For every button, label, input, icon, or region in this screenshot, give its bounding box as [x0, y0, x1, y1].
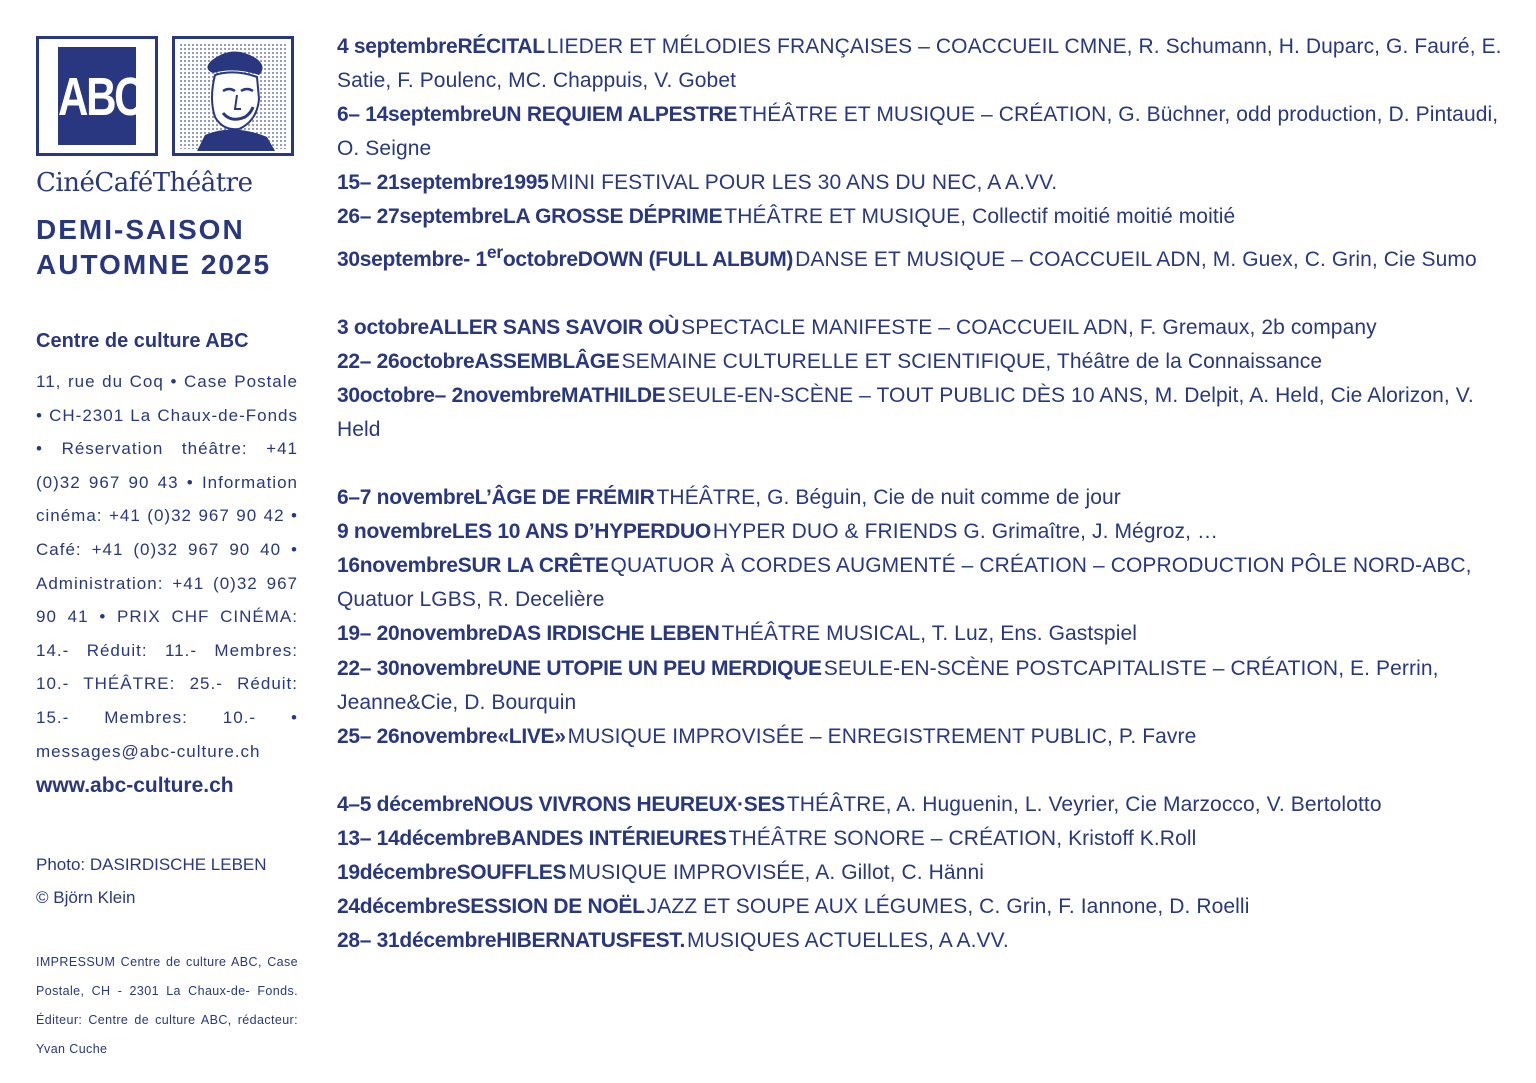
season-title [36, 212, 306, 282]
season-line-2: AUTOMNE 2025 [36, 249, 272, 280]
event-details: MUSIQUES ACTUELLES, A A.VV. [687, 929, 1009, 953]
event-date [337, 241, 578, 271]
event-details: SEMAINE CULTURELLE ET SCIENTIFIQUE, Théâtre de la Connaissance [621, 349, 1323, 373]
event-date: 4 septembre [337, 35, 458, 58]
event-title: MATHILDE [560, 383, 666, 407]
event-item [337, 200, 1512, 234]
event-date: 24décembre [337, 895, 457, 919]
event-title: BANDES INTÉRIEURES [496, 826, 727, 850]
event-details: THÉÂTRE ET MUSIQUE, Collectif moitié moitié moitié [724, 205, 1236, 229]
season-line-1: DEMI-SAISON [36, 214, 245, 245]
event-date: 4–5 décembre [337, 792, 474, 816]
month-divider [337, 447, 1512, 481]
event-details: THÉÂTRE, A. Huguenin, L. Veyrier, Cie Marzocco, V. Bertolotto [786, 792, 1382, 816]
event-details: MUSIQUE IMPROVISÉE, A. Gillot, C. Hänni [568, 860, 985, 884]
event-title: ASSEMBLÂGE [474, 349, 620, 373]
event-title: L’ÂGE DE FRÉMIR [474, 486, 655, 510]
event-title: NOUS VIVRONS HEUREUX·SES [473, 792, 785, 816]
event-title: UN REQUIEM ALPESTRE [491, 103, 738, 127]
event-date: 9 novembre [337, 520, 452, 544]
event-item [337, 549, 1512, 617]
event-title: UNE UTOPIE UN PEU MERDIQUE [497, 656, 822, 680]
event-title: 1995 [502, 171, 549, 195]
event-details: MINI FESTIVAL POUR LES 30 ANS DU NEC, A A.VV. [550, 171, 1058, 195]
event-item [337, 720, 1512, 754]
contact-info: 11, rue du Coq • Case Postale • CH-2301 La Chaux-de-Fonds • Réservation théâtre: +41 (0)32 967 90 43 • Information cinéma: +41 (0)32 967 90 42 • Café: +41 (0)32 967 90 40 • Administration: +41 (0)32 967 90 41 • PRIX CHF CINÉMA: 14.- Réduit: 11.- Membres: 10.- THÉÂTRE: 25.- Réduit: 15.- Membres: 10.- • messages@abc-culture.ch [36, 372, 298, 761]
event-date-ordinal: er [486, 241, 503, 262]
event-item [337, 379, 1512, 447]
event-details: THÉÂTRE ET MUSIQUE – CRÉATION, G. Büchner, odd production, D. Pintaudi, O. Seigne [337, 103, 1499, 161]
event-item [337, 617, 1512, 651]
event-details: SEULE-EN-SCÈNE – TOUT PUBLIC DÈS 10 ANS, M. Delpit, A. Held, Cie Alorizon, V. Held [337, 383, 1474, 441]
event-date: 19décembre [337, 860, 457, 884]
event-date: 22– 26octobre [337, 349, 475, 373]
event-item [337, 311, 1512, 345]
event-title: HIBERNATUSFEST. [496, 929, 686, 953]
event-details: QUATUOR À CORDES AUGMENTÉ – CRÉATION – COPRODUCTION PÔLE NORD-ABC, Quatuor LGBS, R. Decelière [337, 554, 1472, 612]
event-date: 15– 21septembre [337, 171, 503, 195]
event-details: MUSIQUE IMPROVISÉE – ENREGISTREMENT PUBLIC, P. Favre [567, 724, 1197, 748]
photo-copyright: © Björn Klein [36, 888, 136, 907]
event-item [337, 924, 1512, 958]
event-date: 16novembre [337, 554, 458, 578]
event-details: HYPER DUO & FRIENDS G. Grimaître, J. Mégroz, … [712, 520, 1219, 544]
event-details: LIEDER ET MÉLODIES FRANÇAISES – COACCUEIL CMNE, R. Schumann, H. Duparc, G. Fauré, E. Satie, F. Poulenc, MC. Chappuis, V. Gobet [337, 35, 1502, 93]
event-date: 3 octobre [337, 315, 429, 339]
month-divider [337, 754, 1512, 788]
event-title: LES 10 ANS D’HYPERDUO [451, 520, 711, 544]
event-item [337, 788, 1512, 822]
event-details: THÉÂTRE MUSICAL, T. Luz, Ens. Gastspiel [721, 622, 1138, 646]
portrait-logo-icon [172, 36, 294, 156]
event-title: DAS IRDISCHE LEBEN [497, 622, 720, 646]
event-item [337, 890, 1512, 924]
event-title: «LIVE» [497, 724, 566, 748]
event-date: 6–7 novembre [337, 486, 475, 510]
event-title: SESSION DE NOËL [456, 895, 645, 919]
event-date: 25– 26novembre [337, 724, 498, 748]
photo-caption: Photo: DASIRDISCHE LEBEN [36, 855, 267, 874]
event-item [337, 652, 1512, 720]
event-list [337, 30, 1512, 958]
event-title: SUR LA CRÊTE [457, 554, 609, 578]
event-details: DANSE ET MUSIQUE – COACCUEIL ADN, M. Guex, C. Grin, Cie Sumo [795, 247, 1477, 271]
logo-row [36, 36, 296, 160]
event-item [337, 822, 1512, 856]
event-item [337, 98, 1512, 166]
event-details: SPECTACLE MANIFESTE – COACCUEIL ADN, F. Gremaux, 2b company [681, 315, 1377, 339]
event-date: 30octobre– 2novembre [337, 383, 561, 407]
event-date: 26– 27septembre [337, 205, 503, 229]
website-link[interactable]: www.abc-culture.ch [36, 774, 234, 797]
event-date-start: 30septembre- 1 [337, 247, 487, 271]
event-item [337, 515, 1512, 549]
event-title: DOWN (FULL ALBUM) [577, 247, 794, 271]
event-item [337, 235, 1512, 277]
event-title: ALLER SANS SAVOIR OÙ [428, 315, 680, 339]
event-title: RÉCITAL [457, 35, 545, 58]
event-title: SOUFFLES [456, 860, 567, 884]
month-divider [337, 277, 1512, 311]
event-details: JAZZ ET SOUPE AUX LÉGUMES, C. Grin, F. Iannone, D. Roelli [646, 895, 1250, 919]
abc-logo [36, 36, 158, 156]
event-date: 19– 20novembre [337, 622, 498, 646]
abc-logo-text: ABC [58, 47, 136, 145]
event-details: THÉÂTRE, G. Béguin, Cie de nuit comme de jour [656, 486, 1121, 510]
event-item [337, 345, 1512, 379]
impressum: IMPRESSUM Centre de culture ABC, Case Postale, CH - 2301 La Chaux-de- Fonds. Éditeur: Centre de culture ABC, rédacteur: Yvan Cuche [36, 955, 298, 1056]
event-details: SEULE-EN-SCÈNE POSTCAPITALISTE – CRÉATION, E. Perrin, Jeanne&Cie, D. Bourquin [337, 656, 1439, 714]
event-item [337, 856, 1512, 890]
photo-credit [36, 848, 306, 914]
event-date: 22– 30novembre [337, 656, 498, 680]
event-date: 13– 14décembre [337, 826, 497, 850]
centre-title: Centre de culture ABC [36, 330, 249, 352]
event-date: 6– 14septembre [337, 103, 492, 127]
event-item [337, 30, 1512, 98]
event-date-end: octobre [502, 247, 578, 271]
event-item [337, 166, 1512, 200]
brand-name: CinéCaféThéâtre [36, 168, 253, 198]
event-details: THÉÂTRE SONORE – CRÉATION, Kristoff K.Roll [728, 826, 1197, 850]
event-date: 28– 31décembre [337, 929, 497, 953]
event-title: LA GROSSE DÉPRIME [502, 205, 723, 229]
event-item [337, 481, 1512, 515]
